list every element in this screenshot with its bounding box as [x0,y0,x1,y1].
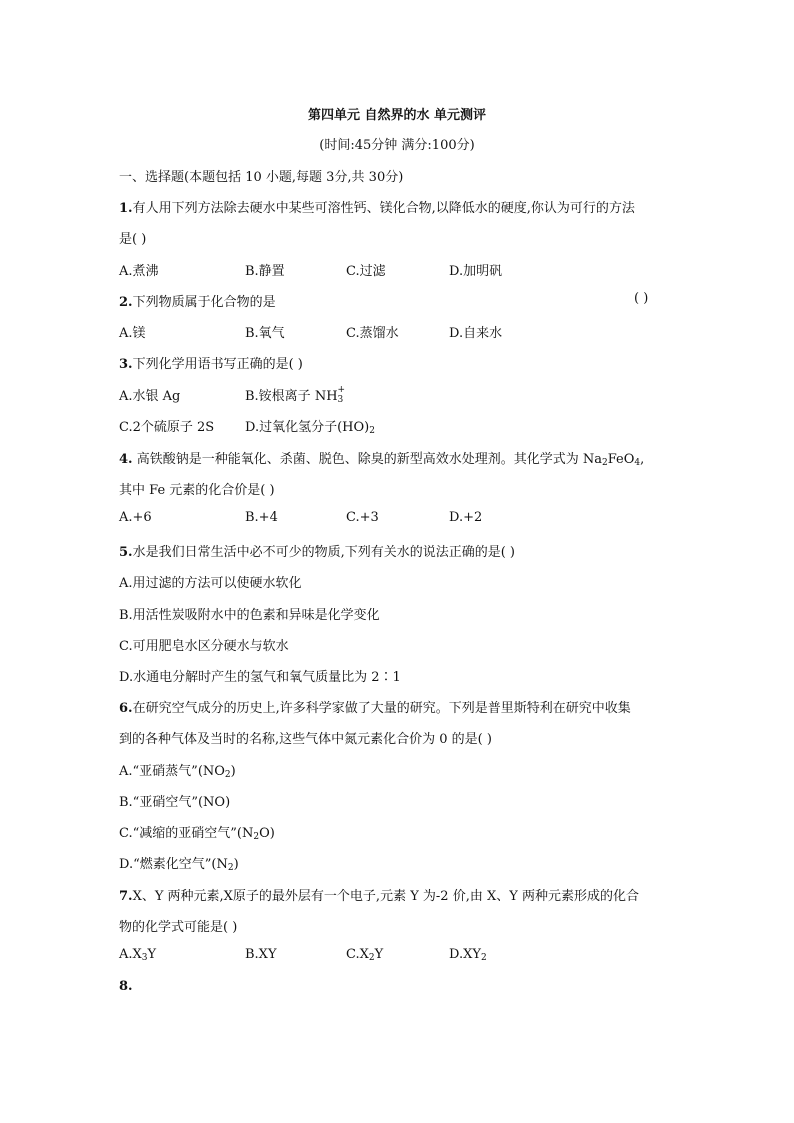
subscript: 3 [337,395,344,405]
option-d: D.水通电分解时产生的氢气和氧气质量比为 2∶1 [119,670,401,685]
question-number: 6. [119,701,133,716]
question-number: 7. [119,889,133,904]
option-text: B.铵根离子 NH [245,389,338,404]
option-text: D.过氧化氢分子(HO) [245,420,370,435]
question-text: 下列物质属于化合物的是 [132,295,276,310]
question-number: 5. [119,545,133,560]
question-8 [119,979,133,994]
option-text: D.“燃素化空气”(N [119,857,228,872]
option-b: B.“亚硝空气”(NO) [119,795,231,810]
option-b: B.氧气 [245,326,285,341]
option-c: C.+3 [346,510,379,525]
question-7-line-2: 物的化学式可能是( ) [119,920,238,935]
question-number: 1. [119,201,133,216]
option-text: C.“减缩的亚硝空气”(N [119,826,254,841]
question-text: X、Y 两种元素,X原子的最外层有一个电子,元素 Y 为-2 价,由 X、Y 两种元素形成的化合 [132,889,639,904]
subscript: 2 [368,953,375,963]
question-5 [119,541,515,560]
option-text-end: Y [374,947,384,962]
option-b: B.XY [245,947,277,962]
subscript: 2 [480,953,487,963]
option-c [119,822,275,842]
option-a [119,947,156,963]
formula-part: FeO [607,452,635,467]
question-6-line-2: 到的各种气体及当时的名称,这些气体中氮元素化合价为 0 的是( ) [119,732,492,747]
question-6 [119,697,631,716]
superscript: + [337,385,346,395]
option-text: C.X [346,947,369,962]
option-c: C.2个硫原子 2S [119,420,215,435]
option-text-end: ) [233,857,239,872]
subscript: 2 [224,770,231,780]
option-d: D.加明矾 [449,264,503,279]
section-heading: 一、选择题(本题包括 10 小题,每题 3分,共 30分) [119,170,404,185]
option-d [119,853,239,873]
exam-time-score: (时间:45分钟 满分:100分) [319,138,475,153]
question-4-line-2: 其中 Fe 元素的化合价是( ) [119,483,275,498]
option-text-end: ) [230,764,236,779]
option-b: B.静置 [245,264,285,279]
option-text-end: O) [259,826,275,841]
option-text: A.“亚硝蒸气”(NO [119,764,225,779]
option-b: B.用活性炭吸附水中的色素和异味是化学变化 [119,608,380,623]
page-title: 第四单元 自然界的水 单元测评 [307,108,487,123]
option-b: B.+4 [245,510,278,525]
option-text: A.X [119,947,142,962]
question-text: 下列化学用语书写正确的是( ) [132,357,303,372]
option-d [449,947,487,963]
subscript: 3 [141,953,148,963]
question-7 [119,885,639,904]
question-text: 水是我们日常生活中必不可少的物质,下列有关水的说法正确的是( ) [132,545,515,560]
subscript: 4 [634,458,641,468]
question-2 [119,291,276,310]
punctuation: , [640,452,645,467]
question-1 [119,197,635,216]
option-d: D.自来水 [449,326,503,341]
question-text: 有人用下列方法除去硬水中某些可溶性钙、镁化合物,以降低水的硬度,你认为可行的方法 [132,201,635,216]
subscript: 2 [601,458,608,468]
option-a [119,760,236,780]
option-text: D.XY [449,947,481,962]
option-a: A.水银 Ag [119,389,181,404]
option-a: A.镁 [119,326,146,341]
question-number: 2. [119,295,133,310]
question-text: 在研究空气成分的历史上,许多科学家做了大量的研究。下列是普里斯特利在研究中收集 [132,701,631,716]
question-number: 3. [119,357,133,372]
option-c: C.可用肥皂水区分硬水与软水 [119,639,289,654]
question-number: 8. [119,979,133,994]
option-a: A.煮沸 [119,264,159,279]
option-d: D.+2 [449,510,483,525]
question-1-line-2: 是( ) [119,232,147,247]
question-text: 高铁酸钠是一种能氧化、杀菌、脱色、除臭的新型高效水处理剂。其化学式为 Na [132,452,602,467]
option-text-end: Y [147,947,157,962]
subscript: 2 [253,832,260,842]
subscript: 2 [227,863,234,873]
question-3 [119,353,303,372]
option-c: C.过滤 [346,264,386,279]
option-a: A.+6 [119,510,152,525]
question-4 [119,448,644,468]
option-b [245,385,346,405]
option-a: A.用过滤的方法可以使硬水软化 [119,576,302,591]
option-c [346,947,383,963]
question-number: 4. [119,452,133,467]
answer-parentheses: ( ) [634,291,649,306]
subscript: 2 [369,426,375,436]
option-d [245,416,375,436]
option-c: C.蒸馏水 [346,326,399,341]
